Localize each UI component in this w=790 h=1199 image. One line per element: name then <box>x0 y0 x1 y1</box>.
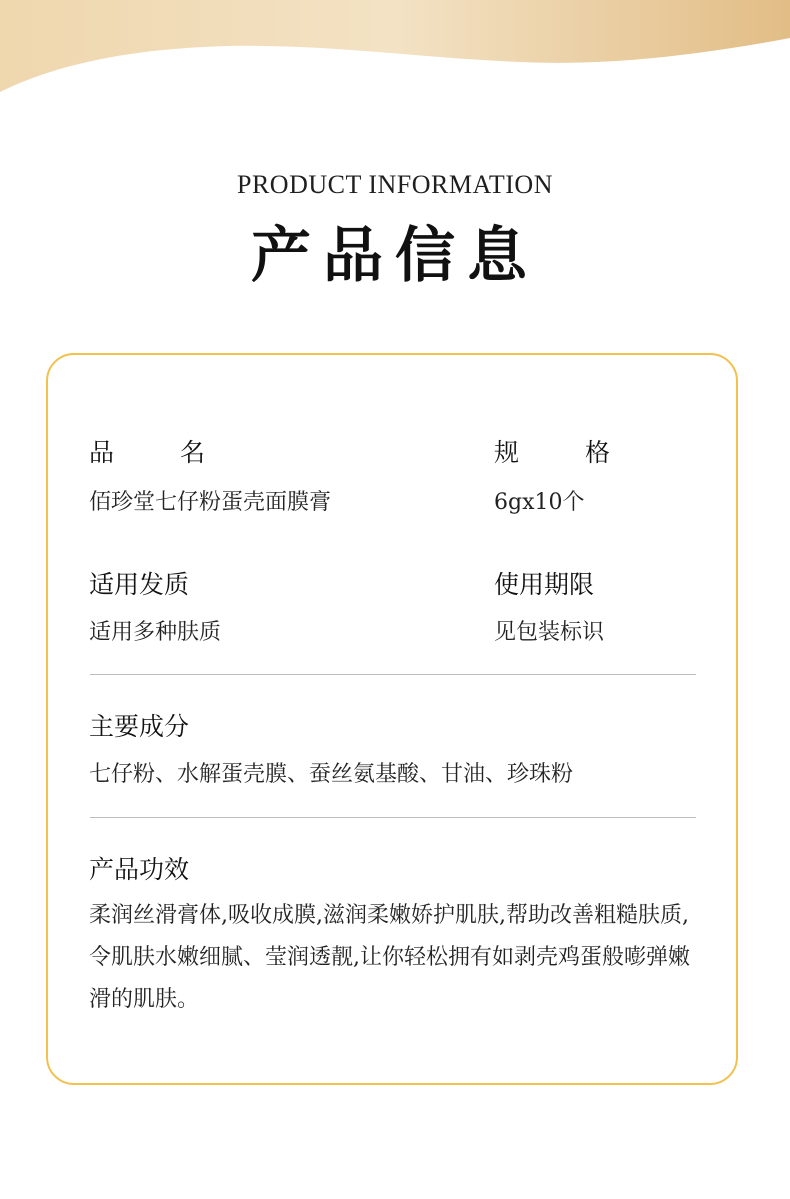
shelf-life-label: 使用期限 <box>494 570 595 599</box>
title-english: PRODUCT INFORMATION <box>236 170 553 199</box>
effect-label: 产品功效 <box>89 855 190 884</box>
shelf-life-value: 见包装标识 <box>494 620 605 645</box>
ingredients-label: 主要成分 <box>89 712 190 741</box>
divider <box>90 674 696 675</box>
effect-description: 柔润丝滑膏体,吸收成膜,滋润柔嫩娇护肌肤,帮助改善粗糙肤质,令肌肤水嫩细腻、莹润透靓,让你轻松拥有如剥壳鸡蛋般嘭弹嫩滑的肌肤。 <box>89 903 690 1012</box>
product-name-label: 品名 <box>89 438 272 467</box>
skin-type-label: 适用发质 <box>89 570 190 599</box>
ingredients-value: 七仔粉、水解蛋壳膜、蚕丝氨基酸、甘油、珍珠粉 <box>89 762 574 787</box>
product-name-value: 佰珍堂七仔粉蛋壳面膜膏 <box>89 490 332 515</box>
divider <box>90 817 696 818</box>
decorative-gold-wave <box>0 0 790 110</box>
spec-value: 6gx10个 <box>494 490 585 515</box>
title-chinese: 产品信息 <box>251 221 539 291</box>
spec-label: 规格 <box>494 438 677 467</box>
skin-type-value: 适用多种肤质 <box>89 620 222 645</box>
